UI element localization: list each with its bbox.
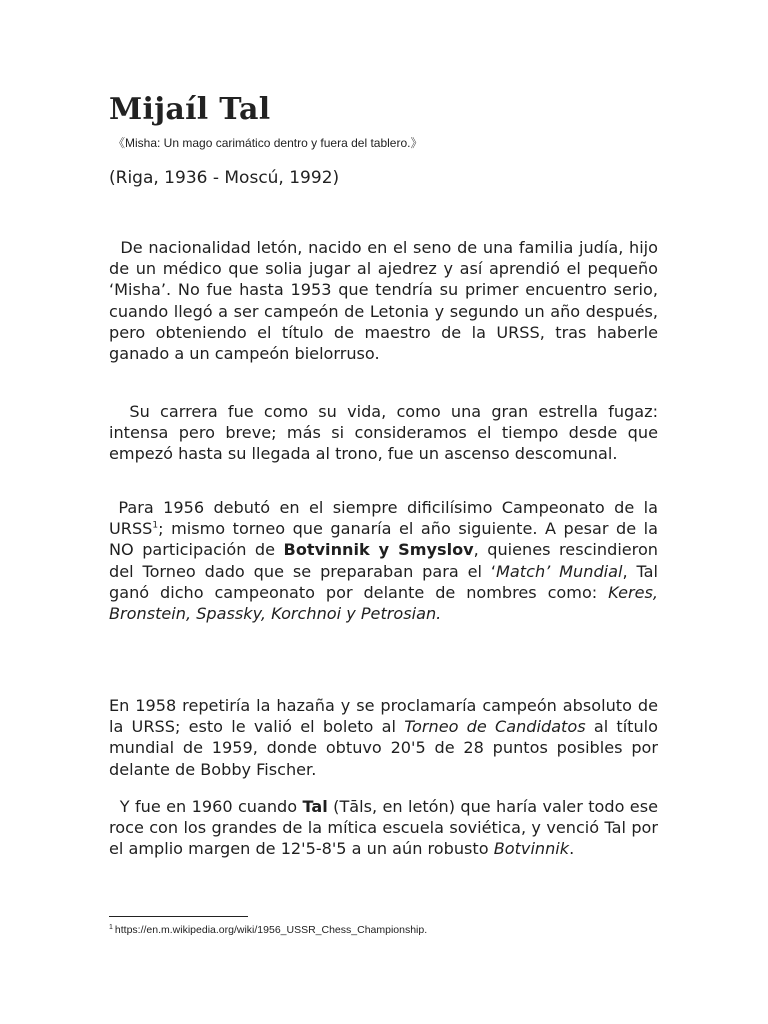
paragraph-4-text: En 1958 repetiría la hazaña y se proclamaría campeón absoluto de la URSS; esto le valió el boleto al xyxy=(109,696,658,737)
paragraph-4-text: al título mundial de 1959, donde obtuvo 20'5 de 28 puntos posibles por delante de Bobby Fischer. xyxy=(109,717,658,779)
bold-names: Botvinnik y Smyslov xyxy=(283,540,474,560)
italic-term: Torneo de Candidatos xyxy=(404,717,586,737)
document-subtitle: 《Misha: Un mago carimático dentro y fuera del tablero.》 xyxy=(113,136,423,150)
italic-names: Keres, Bronstein, Spassky, Korchnoi y Petrosian. xyxy=(109,582,658,624)
italic-name: Botvinnik xyxy=(493,839,570,859)
paragraph-5-text: Y fue en 1960 cuando xyxy=(119,797,303,816)
paragraph-1-text: De nacionalidad letón, nacido en el seno de una familia judía, hijo de un médico que solia jugar al ajedrez y así aprendió el pequeño ‘Misha’. No fue hasta 1953 que tendría su primer encuentro serio, cuando llegó a ser campeón de Letonia y segundo un año después, pero obteniendo el título de maestro de la URSS, tras haberle ganado a un campeón bielorruso. xyxy=(109,238,658,364)
paragraph-4 xyxy=(109,695,658,780)
document-title: Mijaíl Tal xyxy=(109,92,271,127)
paragraph-3 xyxy=(109,497,658,624)
footnote-link[interactable]: https://en.m.wikipedia.org/wiki/1956_USSR_Chess_Championship. xyxy=(114,924,428,936)
paragraph-5-text: (Tāls, en letón) que haría valer todo ese roce con los grandes de la mítica escuela soviética, y venció Tal por el amplio margen de 12'5-8'5 a un aún robusto xyxy=(109,797,658,859)
footnote-reference[interactable]: 1 xyxy=(152,520,159,531)
footnote-separator xyxy=(109,916,248,917)
bold-name: Tal xyxy=(302,797,328,816)
paragraph-3-text: ; mismo torneo que ganaría el año siguiente. A pesar de la NO participación de xyxy=(109,519,658,560)
paragraph-2 xyxy=(109,401,658,465)
italic-term: Match’ Mundial xyxy=(496,561,623,581)
paragraph-2-text: Su carrera fue como su vida, como una gran estrella fugaz: intensa pero breve; más si consideramos el tiempo desde que empezó hasta su llegada al trono, fue un ascenso descomunal. xyxy=(109,402,659,464)
paragraph-3-text: , Tal ganó dicho campeonato por delante de nombres como: xyxy=(109,561,658,602)
footnote-1 xyxy=(109,923,427,937)
paragraph-5-text: . xyxy=(569,839,575,859)
paragraph-3-text: Para 1956 debutó en el siempre dificilísimo Campeonato de la URSS xyxy=(109,498,658,539)
paragraph-3-text: , quienes rescindieron del Torneo dado que se preparaban para el ‘ xyxy=(109,540,658,581)
paragraph-1 xyxy=(109,237,658,364)
paragraph-5 xyxy=(109,796,658,860)
footnote-number: 1 xyxy=(109,923,113,931)
life-dates: (Riga, 1936 - Moscú, 1992) xyxy=(109,168,340,188)
